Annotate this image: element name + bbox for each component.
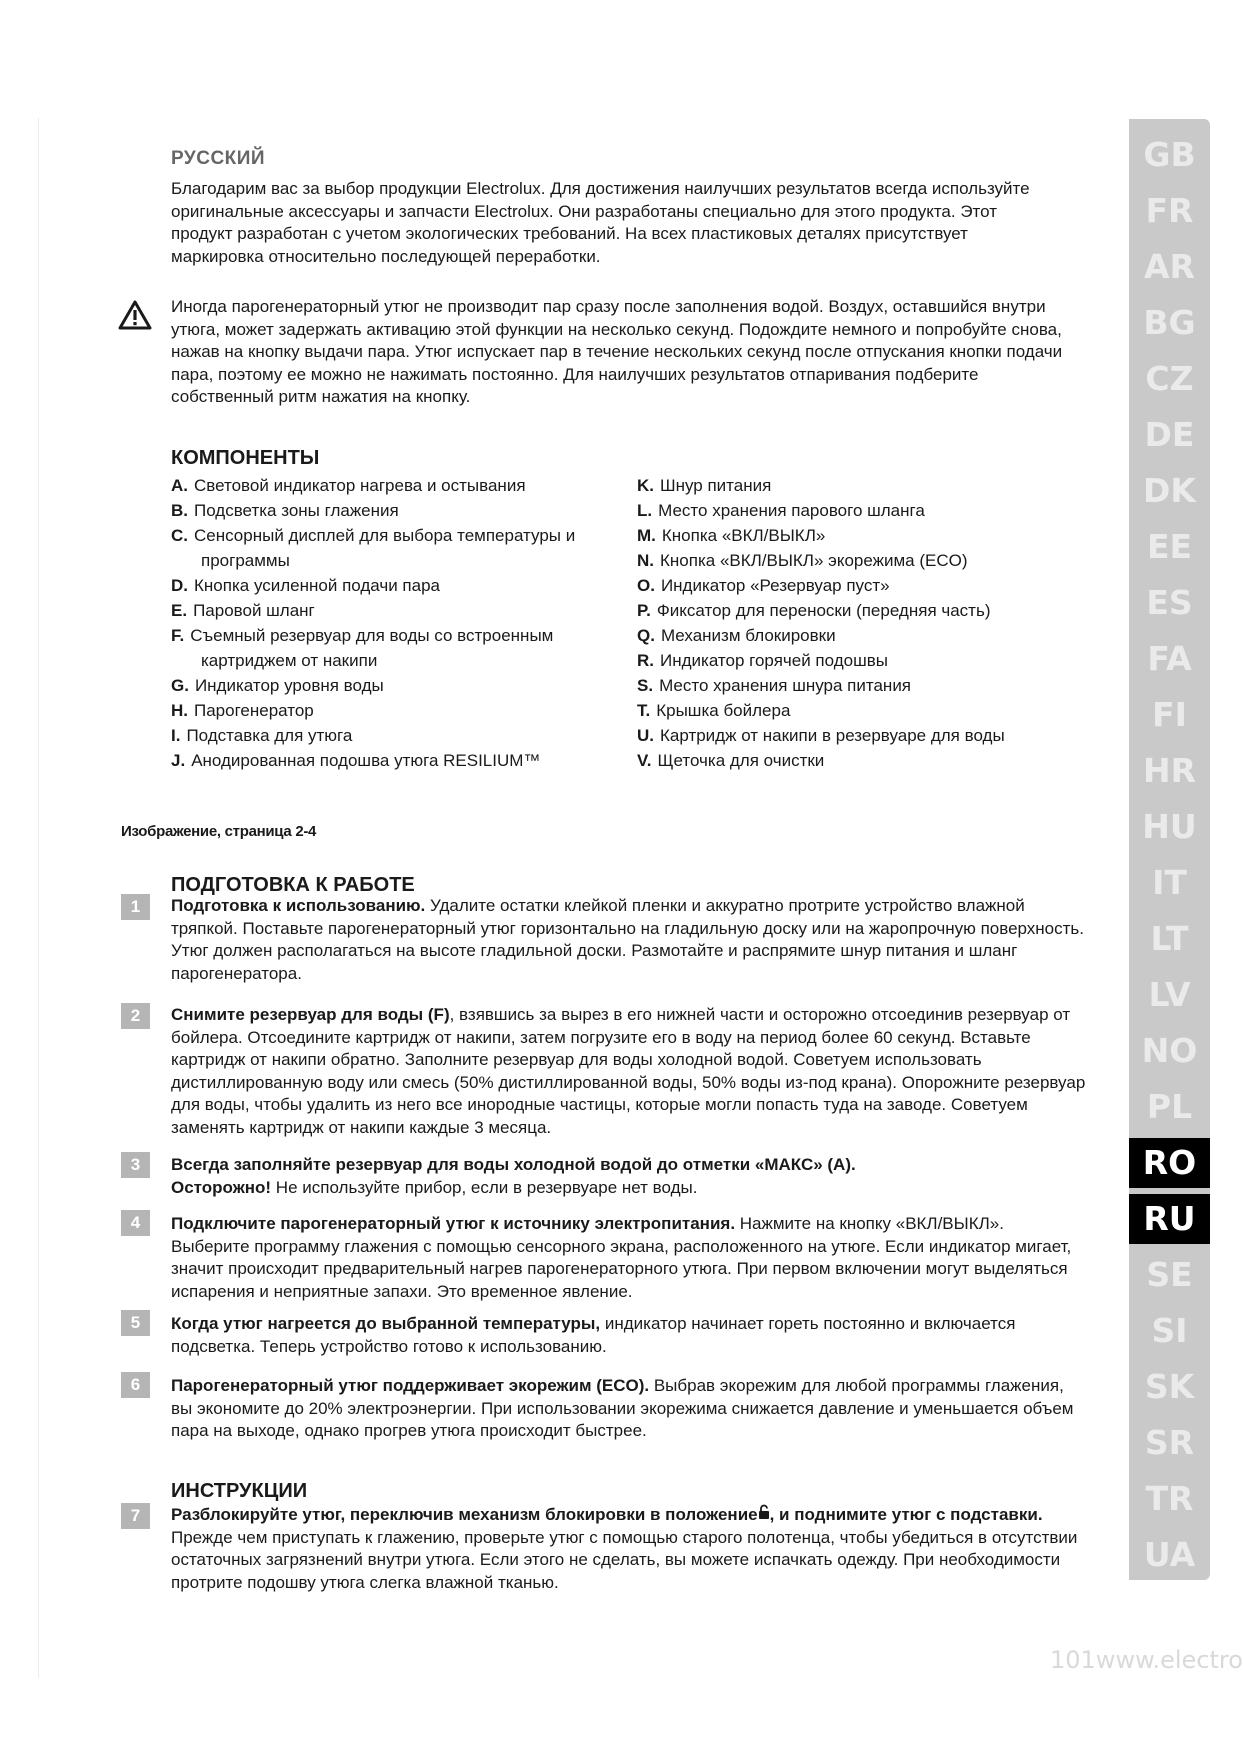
component-label: Механизм блокировки xyxy=(660,626,836,645)
component-letter: E. xyxy=(171,601,188,620)
step-1-lead: Подготовка к использованию. xyxy=(171,896,426,915)
component-item xyxy=(171,498,621,523)
step-3 xyxy=(171,1154,1086,1199)
language-tab-ua[interactable]: UA xyxy=(1143,1535,1196,1574)
component-label: Сенсорный дисплей для выбора температуры и xyxy=(194,526,576,545)
step-4-lead: Подключите парогенераторный утюг к источнику электропитания. xyxy=(171,1214,736,1233)
component-letter: G. xyxy=(171,676,189,695)
component-label: Съемный резервуар для воды со встроенным xyxy=(190,626,554,645)
component-letter: K. xyxy=(637,476,654,495)
warning-text: Иногда парогенераторный утюг не производит пар сразу после заполнения водой. Воздух, оставшийся внутри утюга, может задержать активацию этой функции на несколько секунд. Подождите немного и попробуйте снова, нажав на кнопку выдачи пара. Утюг испускает пар в течение нескольких секунд после отпускания кнопки подачи пара, поэтому ее можно не нажимать постоянно. Для наилучших результатов отпаривания подберите собственный ритм нажатия на кнопку. xyxy=(171,297,1063,406)
component-label: Щеточка для очистки xyxy=(657,751,825,770)
component-item xyxy=(171,473,621,498)
component-letter: C. xyxy=(171,526,188,545)
step-6-lead: Парогенераторный утюг поддерживает экорежим (ECO). xyxy=(171,1376,650,1395)
step-7-text: Прежде чем приступать к глажению, проверьте утюг с помощью старого полотенца, чтобы убедиться в отсутствии остаточных загрязнений внутри утюга. Если этого не сделать, вы можете испачкать одежду. При необходимости протрите подошву утюга слегка влажной тканью. xyxy=(171,1527,1078,1592)
step-5-text: индикатор начинает гореть постоянно и включается подсветка. Теперь устройство готово к использованию. xyxy=(171,1314,1016,1356)
step-5 xyxy=(171,1313,1086,1358)
warning-triangle-icon xyxy=(117,299,153,331)
language-tab-sk[interactable]: SK xyxy=(1144,1367,1195,1406)
component-item xyxy=(637,673,1057,698)
instructions-heading: ИНСТРУКЦИИ xyxy=(171,1480,308,1502)
preparation-heading: ПОДГОТОВКА К РАБОТЕ xyxy=(171,874,415,896)
component-item xyxy=(637,498,1057,523)
component-item xyxy=(171,723,621,748)
unlock-icon xyxy=(758,1505,770,1519)
step-number-2: 2 xyxy=(121,1003,150,1029)
component-item xyxy=(637,598,1057,623)
component-item xyxy=(637,548,1057,573)
language-tab-fr[interactable]: FR xyxy=(1145,191,1194,230)
component-item xyxy=(171,673,621,698)
component-letter: B. xyxy=(171,501,188,520)
component-label: Фиксатор для переноски (передняя часть) xyxy=(656,601,991,620)
intro-paragraph: Благодарим вас за выбор продукции Electrolux. Для достижения наилучших результатов всегда используйте оригинальные аксессуары и запчасти Electrolux. Они разработаны специально для этого продукта. Этот продукт разработан с учетом экологических требований. На всех пластиковых деталях присутствует маркировка относительно последующей переработки. xyxy=(171,179,1030,266)
step-4 xyxy=(171,1213,1086,1303)
component-letter: O. xyxy=(637,576,655,595)
step-number-7: 7 xyxy=(121,1503,150,1529)
components-left-list xyxy=(171,473,621,773)
step-4-text: Нажмите на кнопку «ВКЛ/ВЫКЛ». Выберите программу глажения с помощью сенсорного экрана, расположенного на утюге. Если индикатор мигает, значит происходит предварительный нагрев парогенераторного утюга. При первом включении могут выделяться испарения и неприятные запахи. Это временное явление. xyxy=(171,1214,1072,1301)
component-letter: J. xyxy=(171,751,186,770)
language-tab-lv[interactable]: LV xyxy=(1148,975,1191,1014)
component-label: Картридж от накипи в резервуаре для воды xyxy=(660,726,1005,745)
step-3-lead: Всегда заполняйте резервуар для воды холодной водой до отметки «МАКС» (A). xyxy=(171,1155,856,1174)
component-item xyxy=(637,648,1057,673)
component-letter: P. xyxy=(637,601,651,620)
language-tab-tr[interactable]: TR xyxy=(1145,1479,1194,1518)
language-tab-ar[interactable]: AR xyxy=(1144,247,1195,286)
component-item xyxy=(171,698,621,723)
component-letter: H. xyxy=(171,701,188,720)
component-item-continuation xyxy=(171,548,621,573)
component-label: Световой индикатор нагрева и остывания xyxy=(194,476,526,495)
component-label: Шнур питания xyxy=(660,476,772,495)
step-6 xyxy=(171,1375,1086,1443)
component-label: Паровой шланг xyxy=(193,601,315,620)
component-letter: F. xyxy=(171,626,185,645)
component-letter: A. xyxy=(171,476,188,495)
language-tab-fi[interactable]: FI xyxy=(1152,695,1187,734)
component-label: Парогенератор xyxy=(194,701,314,720)
step-number-6: 6 xyxy=(121,1372,150,1398)
component-letter: T. xyxy=(637,701,651,720)
language-tab-se[interactable]: SE xyxy=(1146,1255,1193,1294)
language-tab-pl[interactable]: PL xyxy=(1146,1087,1193,1126)
language-tab-de[interactable]: DE xyxy=(1144,415,1195,454)
component-label: Кнопка «ВКЛ/ВЫКЛ» xyxy=(661,526,826,545)
step-1 xyxy=(171,895,1086,985)
component-label: Анодированная подошва утюга RESILIUM™ xyxy=(191,751,541,770)
step-7 xyxy=(171,1504,1086,1594)
component-label: Индикатор горячей подошвы xyxy=(660,651,888,670)
component-label: Место хранения шнура питания xyxy=(659,676,912,695)
component-label: Кнопка «ВКЛ/ВЫКЛ» экорежима (ECO) xyxy=(660,551,968,570)
component-letter: L. xyxy=(637,501,653,520)
language-tab-ee[interactable]: EE xyxy=(1146,527,1193,566)
language-tab-sr[interactable]: SR xyxy=(1144,1423,1195,1462)
component-label: Место хранения парового шланга xyxy=(658,501,925,520)
component-item xyxy=(171,573,621,598)
language-tab-es[interactable]: ES xyxy=(1146,583,1193,622)
language-tab-bg[interactable]: BG xyxy=(1143,303,1196,342)
component-letter: V. xyxy=(637,751,652,770)
component-letter: N. xyxy=(637,551,654,570)
language-tab-it[interactable]: IT xyxy=(1152,863,1187,902)
component-item xyxy=(637,523,1057,548)
figure-reference: Изображение, страница 2-4 xyxy=(121,823,317,840)
component-item xyxy=(171,748,621,773)
step-5-lead: Когда утюг нагреется до выбранной температуры, xyxy=(171,1314,601,1333)
component-item xyxy=(637,623,1057,648)
language-tab-gb[interactable]: GB xyxy=(1143,135,1196,174)
component-item xyxy=(171,623,621,648)
component-label: Индикатор «Резервуар пуст» xyxy=(660,576,890,595)
component-letter: D. xyxy=(171,576,188,595)
component-letter: S. xyxy=(637,676,654,695)
language-tab-si[interactable]: SI xyxy=(1151,1311,1188,1350)
component-label: Индикатор уровня воды xyxy=(194,676,384,695)
step-7-lead: Разблокируйте утюг, переключив механизм блокировки в положение xyxy=(171,1505,758,1524)
component-label: Подсветка зоны глажения xyxy=(194,501,399,520)
component-item xyxy=(637,698,1057,723)
components-right-list xyxy=(637,473,1057,773)
language-tab-ru[interactable]: RU xyxy=(1129,1194,1210,1244)
language-tab-cz[interactable]: CZ xyxy=(1145,359,1194,398)
step-7-lead-end: , и поднимите утюг с подставки. xyxy=(769,1505,1043,1524)
step-3-caution: Осторожно! xyxy=(171,1177,272,1197)
language-heading: РУССКИЙ xyxy=(171,148,266,169)
step-2-text: , взявшись за вырез в его нижней части и осторожно отсоединив резервуар от бойлера. Отсоедините картридж от накипи, затем погрузите его в воду на период более 60 секунд. Вставьте картридж от накипи обратно. Заполните резервуар для воды холодной водой. Советуем использовать дистиллированную воду или смесь (50% дистиллированной воды, 50% воды из-под крана). Опорожните резервуар для воды, чтобы удалить из него все инородные частицы, которые могли попасть туда на заводе. Советуем заменять картридж от накипи каждые 3 месяца. xyxy=(171,1005,1086,1137)
component-item xyxy=(637,573,1057,598)
language-tab-dk[interactable]: DK xyxy=(1143,471,1196,510)
component-label-continuation: программы xyxy=(201,551,290,570)
language-tab-lt[interactable]: LT xyxy=(1150,919,1189,958)
component-item xyxy=(171,598,621,623)
step-number-3: 3 xyxy=(121,1152,150,1178)
component-label-continuation: картриджем от накипи xyxy=(201,651,378,670)
footer-url: 101www.electro xyxy=(1050,1646,1243,1674)
language-tab-no[interactable]: NO xyxy=(1141,1031,1198,1070)
page-margin-rule xyxy=(38,118,39,1678)
component-letter: U. xyxy=(637,726,654,745)
step-number-1: 1 xyxy=(121,894,150,920)
step-3-text: Не используйте прибор, если в резервуаре нет воды. xyxy=(271,1177,698,1197)
language-tabs xyxy=(1129,119,1210,1580)
component-letter: M. xyxy=(637,526,656,545)
component-label: Кнопка усиленной подачи пара xyxy=(194,576,441,595)
component-letter: R. xyxy=(637,651,654,670)
component-letter: I. xyxy=(171,726,181,745)
language-tab-hu[interactable]: HU xyxy=(1142,807,1197,846)
component-label: Подставка для утюга xyxy=(186,726,353,745)
step-6-text: Выбрав экорежим для любой программы глажения, вы экономите до 20% электроэнергии. При использовании экорежима снижается давление и уменьшается объем пара на выходе, однако прогрев утюга происходит быстрее. xyxy=(171,1376,1074,1440)
component-item xyxy=(637,748,1057,773)
component-item xyxy=(637,473,1057,498)
component-item xyxy=(171,523,621,548)
step-number-5: 5 xyxy=(121,1310,150,1336)
language-tab-hr[interactable]: HR xyxy=(1142,751,1197,790)
component-letter: Q. xyxy=(637,626,655,645)
step-2 xyxy=(171,1004,1086,1139)
language-tab-ro[interactable]: RO xyxy=(1129,1138,1210,1188)
step-number-4: 4 xyxy=(121,1210,150,1236)
language-tab-fa[interactable]: FA xyxy=(1147,639,1192,678)
step-1-text: Удалите остатки клейкой пленки и аккуратно протрите устройство влажной тряпкой. Поставьте парогенераторный утюг горизонтально на гладильную доску или на жаропрочную поверхность. Утюг должен располагаться на высоте гладильной доски. Размотайте и распрямите шнур питания и шланг парогенератора. xyxy=(171,896,1085,983)
component-item-continuation xyxy=(171,648,621,673)
step-2-lead: Снимите резервуар для воды (F) xyxy=(171,1005,450,1024)
component-item xyxy=(637,723,1057,748)
components-heading: КОМПОНЕНТЫ xyxy=(171,447,320,469)
component-label: Крышка бойлера xyxy=(656,701,791,720)
